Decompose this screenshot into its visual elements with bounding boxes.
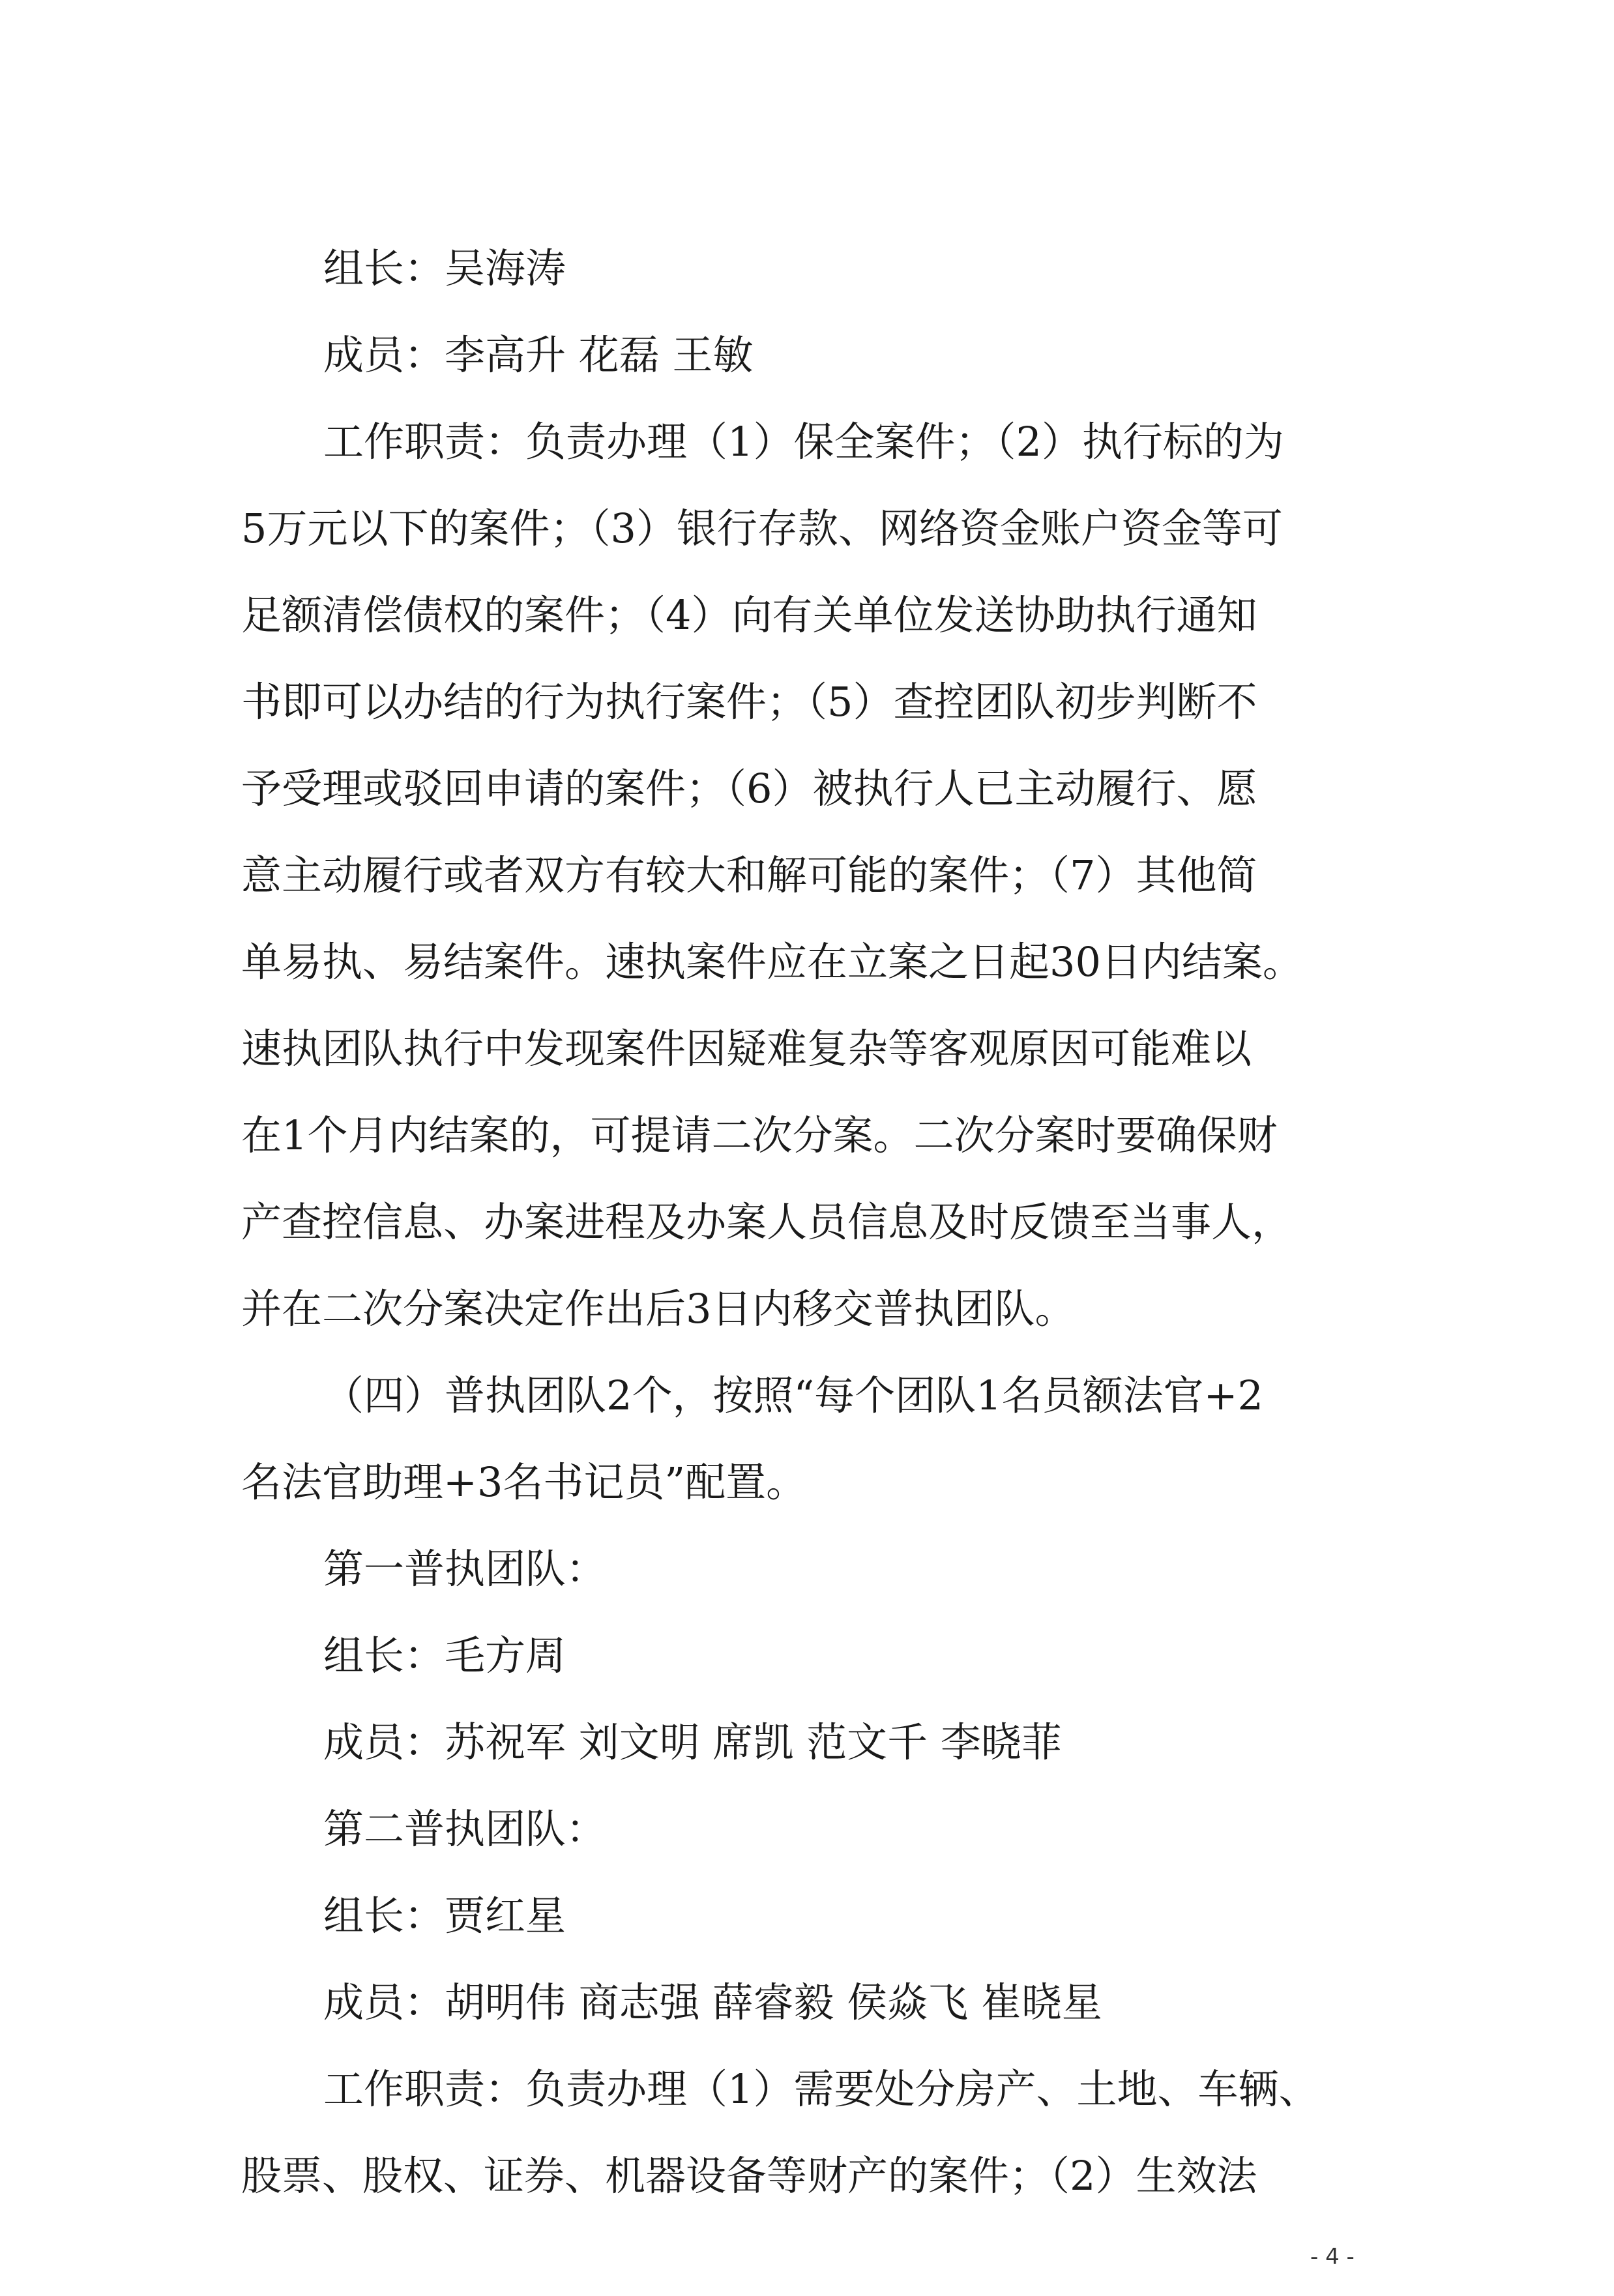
team-leader-line: 组长：毛方周 bbox=[323, 1632, 566, 1679]
duty-paragraph-line: 产查控信息、办案进程及办案人员信息及时反馈至当事人， bbox=[241, 1198, 1293, 1246]
duty-paragraph-line: 单易执、易结案件。速执案件应在立案之日起30日内结案。 bbox=[241, 938, 1303, 986]
team-leader-line: 组长：吴海涛 bbox=[323, 244, 566, 292]
team-members-line: 成员：苏祝军 刘文明 席凯 范文千 李晓菲 bbox=[323, 1718, 1062, 1766]
duty-paragraph-line: 足额清偿债权的案件；（4）向有关单位发送协助执行通知 bbox=[241, 591, 1257, 639]
team-members-line: 成员：胡明伟 商志强 薛睿毅 侯焱飞 崔晓星 bbox=[323, 1979, 1102, 2026]
duty-paragraph-line: 速执团队执行中发现案件因疑难复杂等客观原因可能难以 bbox=[241, 1025, 1252, 1072]
team-title-line: 第一普执团队： bbox=[323, 1545, 607, 1593]
duty-paragraph-line: 并在二次分案决定作出后3日内移交普执团队。 bbox=[241, 1285, 1076, 1332]
duty-paragraph-line: 意主动履行或者双方有较大和解可能的案件；（7）其他简 bbox=[241, 851, 1257, 899]
team-leader-line: 组长：贾红星 bbox=[323, 1892, 566, 1939]
page-number: - 4 - bbox=[1310, 2244, 1355, 2270]
duty-paragraph-line: 在1个月内结案的，可提请二次分案。二次分案时要确保财 bbox=[241, 1111, 1278, 1159]
duty-paragraph-line: 股票、股权、证券、机器设备等财产的案件；（2）生效法 bbox=[241, 2152, 1257, 2200]
section-heading-line: 名法官助理+3名书记员”配置。 bbox=[241, 1458, 807, 1506]
duty-paragraph-line: 5万元以下的案件；（3）银行存款、网络资金账户资金等可 bbox=[241, 505, 1283, 552]
team-title-line: 第二普执团队： bbox=[323, 1805, 607, 1853]
duty-paragraph-line: 工作职责：负责办理（1）需要处分房产、土地、车辆、 bbox=[323, 2065, 1319, 2113]
section-heading-line: （四）普执团队2个，按照“每个团队1名员额法官+2 bbox=[323, 1372, 1263, 1419]
team-members-line: 成员：李高升 花磊 王敏 bbox=[323, 331, 754, 379]
duty-paragraph-line: 予受理或驳回申请的案件；（6）被执行人已主动履行、愿 bbox=[241, 765, 1257, 812]
duty-paragraph-line: 工作职责：负责办理（1）保全案件；（2）执行标的为 bbox=[323, 418, 1284, 465]
duty-paragraph-line: 书即可以办结的行为执行案件；（5）查控团队初步判断不 bbox=[241, 678, 1257, 726]
